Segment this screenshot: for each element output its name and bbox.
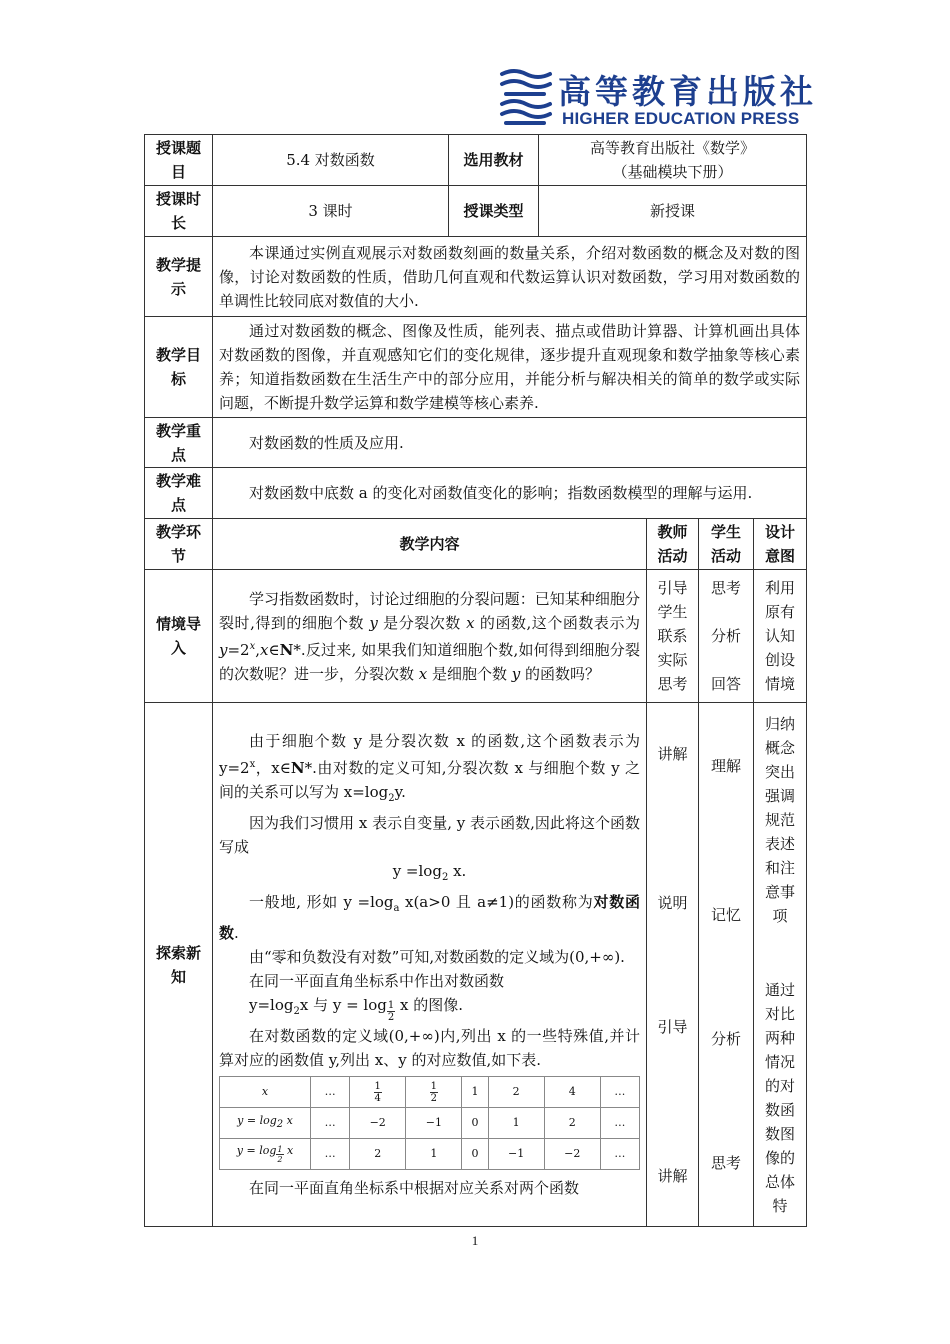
col-teacher-header: 教师活动 [647, 519, 699, 570]
stage-explore-label: 探索新知 [145, 703, 213, 1227]
row-teaching-hint [145, 237, 807, 317]
value-table-row-loghalf: y = log $\frac{1}{2}$ x … 2 1 0 −1 −2 … [220, 1139, 640, 1170]
duration-value: 3 课时 [213, 186, 449, 237]
publisher-emblem-icon [496, 68, 554, 128]
stage-explore-design: 归纳 概念 突出 强调 规范 表述 和注 意事 项 通过 对比 两种 情况 的对 数函 数图 像的 总体 特 [754, 703, 807, 1227]
key-text: 对数函数的性质及应用. [213, 418, 807, 468]
stage-intro-teacher: 引导 学生 联系 实际 思考 [647, 570, 699, 703]
row-teaching-key [145, 418, 807, 468]
type-label: 授课类型 [449, 186, 539, 237]
row-teaching-difficulty [145, 468, 807, 519]
explore-p6: $y=\log_2x$ 与 y = log $\frac{1}{2}$ x 的图像. [249, 996, 464, 1023]
value-table-row-x: x … $\frac{1}{4}$ $\frac{1}{2}$ 1 2 4 … [220, 1077, 640, 1108]
stage-row-intro [145, 570, 807, 703]
stage-intro-content: 学习指数函数时，讨论过细胞的分裂问题：已知某种细胞分裂时,得到的细胞个数 y 是分裂次数 x 的函数,这个函数表示为$y=2^x,x\in N*$.反过来, 如果我们知道细胞个数,如何得到细胞分裂的次数呢？进一步，分裂次数 x 是细胞个数 y 的函数吗？ [213, 570, 647, 703]
value-table-row-log2: $y = \log_2 x$ … −2 −1 0 1 2 … [220, 1108, 640, 1139]
stage-explore-student: 理解 记忆 分析 思考 [699, 703, 754, 1227]
lesson-plan-table [144, 134, 807, 1227]
hint-label: 教学提示 [145, 237, 213, 317]
explore-p3: 一般地, 形如 $y =\log_a$ x(a>0 且 a≠1)的函数称为对数函数. [219, 893, 641, 942]
textbook-label: 选用教材 [449, 135, 539, 186]
explore-p1: 由于细胞个数 y 是分裂次数 x 的函数,这个函数表示为 $y=2^x$，x∈N*.由对数的定义可知,分裂次数 x 与细胞个数 y 之间的关系可以写为 $x=\log_2y$. [219, 732, 640, 804]
col-content-header: 教学内容 [213, 519, 647, 570]
duration-label: 授课时长 [145, 186, 213, 237]
col-design-header: 设计意图 [754, 519, 807, 570]
stage-intro-design: 利用 原有 认知 创设 情境 [754, 570, 807, 703]
difficulty-text: 对数函数中底数 a 的变化对函数值变化的影响；指数函数模型的理解与运用. [213, 468, 807, 519]
difficulty-label: 教学难点 [145, 468, 213, 519]
publisher-logo [496, 66, 817, 130]
col-student-header: 学生活动 [699, 519, 754, 570]
explore-p4: 由“零和负数没有对数”可知,对数函数的定义域为(0,+∞). [249, 948, 625, 966]
stage-explore-teacher: 讲解 说明 引导 讲解 [647, 703, 699, 1227]
stage-intro-student: 思考 分析 回答 [699, 570, 754, 703]
hint-text: 本课通过实例直观展示对数函数刻画的数量关系，介绍对数函数的概念及对数的图像，讨论对数函数的性质，借助几何直观和代数运算认识对数函数，学习用对数函数的单调性比较同底对数值的大小. [213, 237, 807, 317]
type-value: 新授课 [539, 186, 807, 237]
explore-p5: 在同一平面直角坐标系中作出对数函数 [249, 972, 505, 990]
explore-p7: 在对数函数的定义域(0,+∞)内,列出 x 的一些特殊值,并计算对应的函数值 y,列出 x、y 的对应数值,如下表. [219, 1027, 640, 1069]
stage-explore-content [213, 703, 647, 1227]
topic-label: 授课题目 [145, 135, 213, 186]
column-header-row [145, 519, 807, 570]
row-teaching-goal [145, 317, 807, 418]
header-row-duration [145, 186, 807, 237]
textbook-value: 高等教育出版社《数学》 （基础模块下册） [539, 135, 807, 186]
stage-row-explore [145, 703, 807, 1227]
publisher-name-en: HIGHER EDUCATION PRESS [562, 109, 800, 128]
goal-label: 教学目标 [145, 317, 213, 418]
value-table [219, 1076, 640, 1170]
col-stage-header: 教学环节 [145, 519, 213, 570]
header-row-topic [145, 135, 807, 186]
stage-intro-label: 情境导入 [145, 570, 213, 703]
formula-log2: $y =\log_2$ x. [392, 862, 467, 883]
goal-text: 通过对数函数的概念、图像及性质，能列表、描点或借助计算器、计算机画出具体对数函数的图像，并直观感知它们的变化规律，逐步提升直观现象和数学抽象等核心素养；知道指数函数在生活生产中的部分应用，并能分析与解决相关的简单的数学或实际问题，不断提升数学运算和数学建模等核心素养. [213, 317, 807, 418]
explore-p8: 在同一平面直角坐标系中根据对应关系对两个函数 [249, 1179, 580, 1197]
page-number: 1 [471, 1233, 479, 1248]
publisher-name-cn: 高等教育出版社 [558, 72, 817, 111]
key-label: 教学重点 [145, 418, 213, 468]
explore-p2: 因为我们习惯用 x 表示自变量, y 表示函数,因此将这个函数写成 [219, 814, 640, 856]
topic-value: 5.4 对数函数 [213, 135, 449, 186]
